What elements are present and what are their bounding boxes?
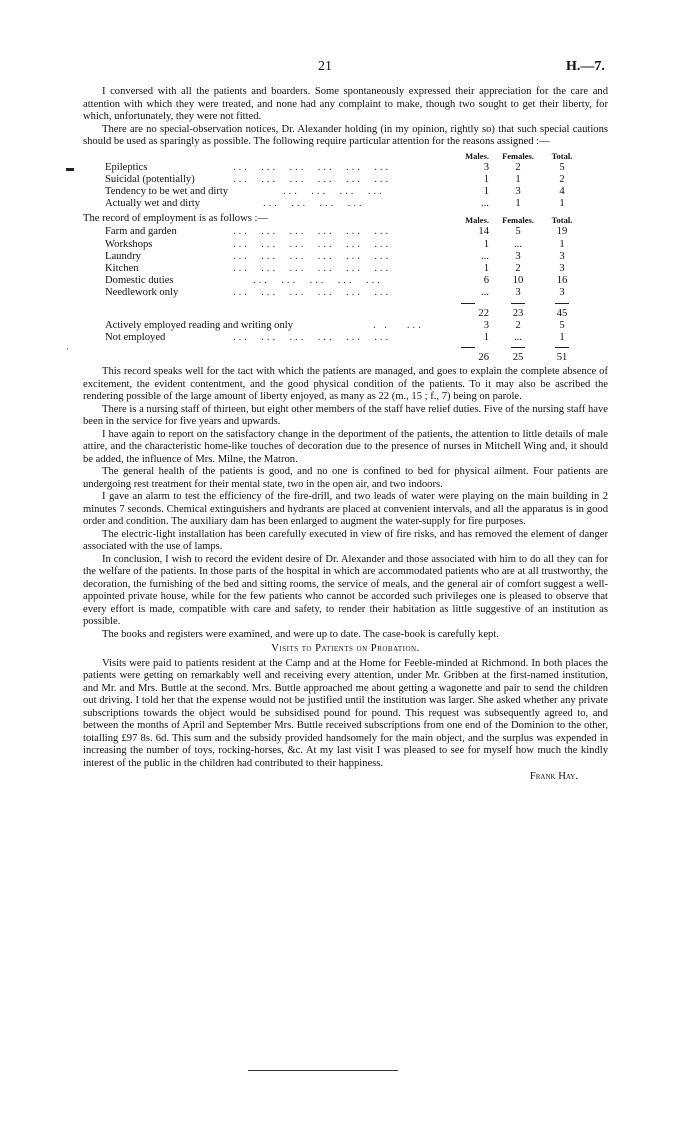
cell-males: 6 bbox=[483, 275, 489, 287]
grand-total-row bbox=[83, 352, 608, 364]
row-label: Laundry bbox=[105, 250, 141, 262]
row-label: Actually wet and dirty bbox=[105, 198, 201, 210]
header-females: Females. bbox=[502, 215, 534, 226]
cell-total: 1 bbox=[559, 331, 565, 343]
table-row: Actually wet and dirty ... ... ... ... ... 1 1 bbox=[83, 198, 608, 210]
row-label: Kitchen bbox=[105, 263, 139, 274]
table-row: Suicidal (potentially) ... ... ... ... ... ... 1 1 2 bbox=[83, 174, 608, 186]
table-row: Needlework only ... ... ... ... ... ... ... 3 3 bbox=[83, 287, 608, 299]
paragraph: There are no special-observation notices, Dr. Alexander holding (in my opinion, rightly so) that such special cautions should be used as sparingly as possible. The following require particular attention for the reasons assigned :— bbox=[83, 123, 608, 147]
paragraph: Visits were paid to patients resident at the Camp and at the Home for Feeble-minded at Richmond. In both places the patients were getting on remarkably well and receiving every attention, under Mr. Gribben at the first-named institution, and Mr. and Mrs. Buttle at the second. Mrs. Buttle approached me about getting a wagonette and pair to send the children out driving. I told her that the expense would not be justified until the institution was larger. She asked whether any private subscriptions towards the object would be subsidised pound for pound. This request was subsequently agreed to, and between the months of April and September Mrs. Buttle received subscriptions from one end of the Dominion to the other, totalling £97 8s. 6d. This sum and the subsidy provided handsomely for the main object, and the surplus was expended in increasing the number of toys, rocking-horses, &c. At my last visit I was pleased to see for myself how much the kindly interest of the public in the children had contributed to their happiness. bbox=[83, 657, 608, 769]
cell-females: 3 bbox=[515, 186, 521, 198]
row-label: Tendency to be wet and dirty bbox=[105, 186, 229, 198]
header-total: Total. bbox=[551, 215, 573, 226]
section-heading: Visits to Patients on Probation. bbox=[271, 643, 420, 655]
header-females: Females. bbox=[502, 150, 534, 161]
table-row: Farm and garden ... ... ... ... ... ... 14 5 19 bbox=[83, 226, 608, 238]
table-row: Epileptics ... ... ... ... ... ... 3 2 5 bbox=[83, 162, 608, 174]
end-rule bbox=[248, 1070, 398, 1071]
cell-males: 1 bbox=[483, 263, 489, 274]
page-code: H.—7. bbox=[566, 59, 605, 74]
row-label: Workshops bbox=[105, 238, 153, 250]
cell-males: 1 bbox=[483, 238, 489, 250]
cell-males: 14 bbox=[478, 226, 489, 238]
document-body bbox=[83, 86, 608, 784]
row-label: Actively employed reading and writing only bbox=[105, 319, 293, 331]
cell-males: ... bbox=[481, 198, 489, 210]
cell-total: 2 bbox=[559, 173, 565, 185]
sum-rule bbox=[83, 344, 608, 352]
cell-total: 19 bbox=[556, 226, 568, 238]
subtotal-row bbox=[83, 308, 608, 320]
cell-females: 2 bbox=[515, 161, 521, 173]
paragraph: I have again to report on the satisfactory change in the deportment of the patients, the attention to little details of male attire, and the characteristic home-like touches of decoration due to the presence of nurses in Mitchell Wing and, it should be added, the influence of Mrs. Milne, the Matron. bbox=[83, 428, 608, 465]
cell-females: 5 bbox=[515, 226, 521, 238]
cell-females: 1 bbox=[515, 198, 521, 210]
cell-females: 2 bbox=[515, 319, 521, 331]
cell-total: 51 bbox=[556, 352, 568, 364]
cell-total: 3 bbox=[559, 250, 565, 262]
cell-males: 3 bbox=[483, 161, 489, 173]
cell-total: 1 bbox=[559, 238, 565, 250]
cell-females: ... bbox=[514, 238, 522, 250]
table-row: Domestic duties ... ... ... ... ... 6 10 16 bbox=[83, 275, 608, 287]
header-males: Males. bbox=[465, 215, 489, 226]
cell-females: 2 bbox=[515, 263, 521, 274]
table-row: Tendency to be wet and dirty ... ... ... ... 1 3 4 bbox=[83, 186, 608, 198]
paragraph: The electric-light installation has been carefully executed in view of fire risks, and has removed the element of danger associated with the use of lamps. bbox=[83, 528, 608, 553]
page-number: 21 bbox=[318, 59, 332, 74]
row-label: Domestic duties bbox=[105, 275, 174, 287]
table-row: Actively employed reading and writing only . . ... 3 2 5 bbox=[83, 320, 608, 332]
table-row: Workshops ... ... ... ... ... ... 1 ... 1 bbox=[83, 239, 608, 251]
cell-total: 16 bbox=[556, 275, 568, 287]
cell-males: 3 bbox=[483, 319, 489, 331]
sum-rule bbox=[83, 300, 608, 308]
row-label: Farm and garden bbox=[105, 226, 177, 238]
cell-males: 1 bbox=[483, 173, 489, 185]
cell-females: 25 bbox=[512, 352, 524, 364]
employment-intro: The record of employment is as follows :— bbox=[83, 213, 269, 225]
paragraph: In conclusion, I wish to record the evident desire of Dr. Alexander and those associated with him to do all they can for the welfare of the patients. In those parts of the hospital in which are accommodated patients who are at all trustworthy, the decoration, the furnishing of the bed and sitting rooms, the service of meals, and the general air of comfort suggest a well-appointed private house, while for the few patients who cannot be accorded such privileges one is pleased to observe that every effort is made, compatible with care and safety, to render their habitation as little suggestive of an institution as possible. bbox=[83, 553, 608, 628]
signature: Frank Hay. bbox=[529, 771, 578, 783]
cell-total: 1 bbox=[559, 198, 565, 210]
paragraph: The general health of the patients is good, and no one is confined to bed for physical ailment. Four patients are undergoing rest treatment for their mental state, two in the open air, and two indoors. bbox=[83, 466, 608, 490]
cell-total: 3 bbox=[559, 287, 565, 299]
row-label: Suicidal (potentially) bbox=[105, 173, 195, 185]
cell-total: 4 bbox=[559, 186, 565, 198]
cell-females: 3 bbox=[515, 287, 521, 299]
cell-males: ... bbox=[481, 287, 489, 299]
paragraph: I gave an alarm to test the efficiency of the fire-drill, and two leads of water were playing on the main building in 2 minutes 7 seconds. Chemical extinguishers and hydrants are placed at convenient intervals, and all the apparatus is in good order and condition. The auxiliary dam has been enlarged to augment the water-supply for fire purposes. bbox=[83, 491, 608, 528]
paragraph: I conversed with all the patients and boarders. Some spontaneously expressed their appreciation for the care and attention with which they were treated, and none had any complaint to make, though two sought to get their liberty, for which, unfortunately, they were not fitted. bbox=[83, 86, 608, 122]
paragraph: The books and registers were examined, and were up to date. The case-book is carefully kept. bbox=[102, 628, 499, 640]
row-label: Epileptics bbox=[105, 161, 148, 173]
margin-mark bbox=[66, 168, 74, 171]
cell-males: 1 bbox=[483, 186, 489, 198]
row-label: Not employed bbox=[105, 331, 166, 343]
attention-table bbox=[83, 150, 608, 211]
cell-males: 26 bbox=[478, 352, 489, 364]
cell-males: ... bbox=[481, 250, 489, 262]
cell-females: 23 bbox=[512, 307, 524, 319]
margin-dot: · bbox=[66, 344, 69, 354]
paragraph: This record speaks well for the tact with which the patients are managed, and goes to explain the complete absence of excitement, the evident contentment, and the good physical condition of the patients. To it may also be ascribed the rendering possible of the large amount of liberty enjoyed, as many as 22 (m., 15 ; f., 7) being on parole. bbox=[83, 366, 608, 403]
cell-females: 3 bbox=[515, 250, 521, 262]
cell-total: 5 bbox=[559, 319, 565, 331]
cell-females: 10 bbox=[512, 275, 524, 287]
table-row: Laundry ... ... ... ... ... ... ... 3 3 bbox=[83, 251, 608, 263]
paragraph: There is a nursing staff of thirteen, but eight other members of the staff have relief duties. Five of the nursing staff have been in the service for five years and upwards. bbox=[83, 403, 609, 428]
header-total: Total. bbox=[551, 150, 573, 161]
row-label: Needlework only bbox=[105, 287, 179, 299]
cell-total: 3 bbox=[559, 263, 565, 274]
cell-males: 1 bbox=[483, 331, 489, 343]
cell-males: 22 bbox=[478, 307, 489, 319]
header-males: Males. bbox=[465, 150, 489, 161]
table-row: Not employed ... ... ... ... ... ... 1 ... 1 bbox=[83, 332, 608, 344]
cell-total: 45 bbox=[556, 307, 568, 319]
cell-total: 5 bbox=[559, 161, 565, 173]
employment-table bbox=[83, 226, 608, 364]
cell-females: 1 bbox=[515, 173, 521, 185]
cell-females: ... bbox=[514, 331, 522, 343]
table-row: Kitchen ... ... ... ... ... ... 1 2 3 bbox=[83, 263, 608, 275]
